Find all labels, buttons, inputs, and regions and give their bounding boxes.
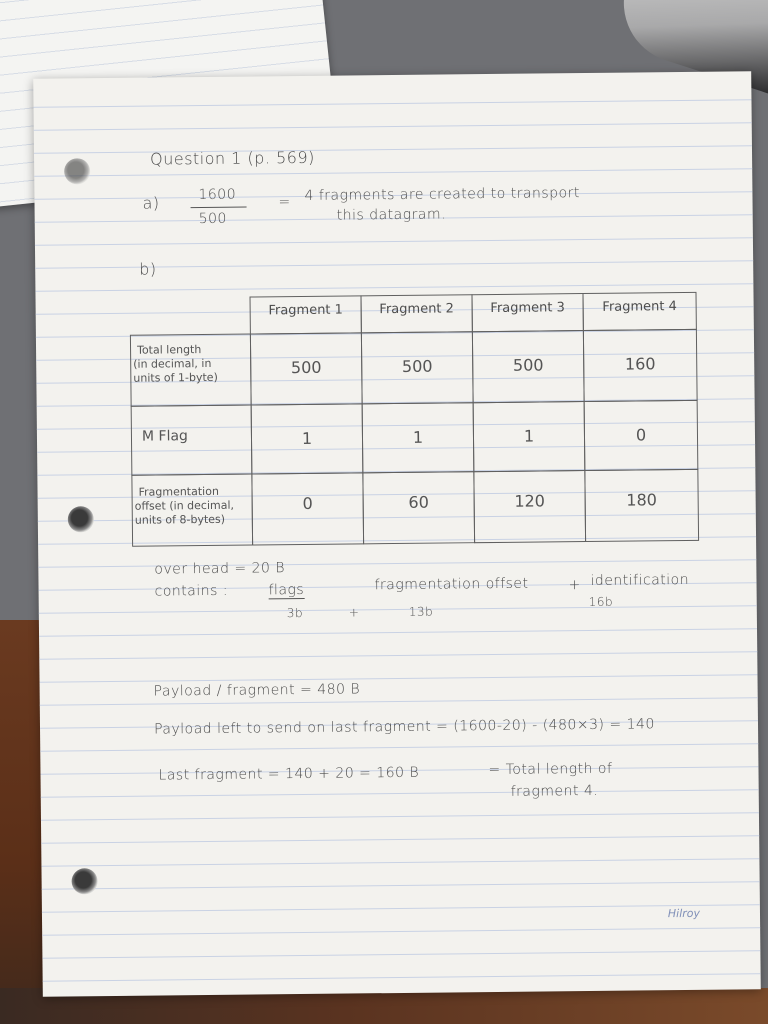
row-label-line: offset (in decimal, <box>134 498 235 513</box>
identification-bits: 16b <box>588 594 614 609</box>
row-label-line: Total length <box>136 343 202 357</box>
cell-value: 0 <box>302 493 313 513</box>
cell-value: 1 <box>301 428 313 448</box>
fraction-numerator: 1600 <box>198 186 237 204</box>
cell-value: 0 <box>635 425 647 445</box>
cell-value: 500 <box>401 356 433 376</box>
total-length-note-line2: fragment 4. <box>510 782 599 800</box>
plus-sign: + <box>348 605 360 620</box>
overhead-note: over head = 20 B <box>154 560 286 578</box>
table-cell <box>251 403 364 474</box>
row-label-line: (in decimal, in <box>133 356 212 371</box>
table-header-cell <box>360 294 472 333</box>
cell-value: 160 <box>624 354 656 374</box>
table-cell <box>473 470 586 543</box>
table-header: Fragment 3 <box>490 300 565 317</box>
table-header-cell <box>471 293 583 332</box>
table-header-cell <box>250 295 362 334</box>
table-cell <box>362 471 475 544</box>
question-title: Question 1 (p. 569) <box>149 147 315 169</box>
contains-label: contains : <box>154 582 229 600</box>
table-cell <box>251 472 364 545</box>
fraction-denominator: 500 <box>198 210 228 228</box>
cell-value: 1 <box>412 427 424 447</box>
table-cell <box>472 330 585 403</box>
cell-value: 120 <box>514 491 546 511</box>
part-a-result-line2: this datagram. <box>336 206 447 224</box>
table-cell <box>584 400 699 471</box>
equals-sign: = <box>278 194 291 211</box>
notebook-page <box>33 71 761 996</box>
fraction-bar <box>191 207 247 209</box>
fragmentation-offset-bits: 13b <box>408 604 434 619</box>
cell-value: 1 <box>523 426 535 446</box>
row-label-line: units of 8-bytes) <box>134 512 226 527</box>
part-a-label: a) <box>142 193 160 213</box>
payload-per-fragment: Payload / fragment = 480 B <box>153 681 361 700</box>
table-cell <box>361 331 474 404</box>
table-header: Fragment 2 <box>379 301 454 318</box>
part-b-label: b) <box>139 259 157 279</box>
table-header: Fragment 1 <box>268 302 343 319</box>
identification-word: identification <box>590 571 690 589</box>
last-fragment: Last fragment = 140 + 20 = 160 B <box>158 764 420 784</box>
table-header: Fragment 4 <box>602 299 677 315</box>
table-cell <box>583 329 698 402</box>
cell-value: 180 <box>626 490 658 510</box>
table-row-label-cell <box>130 334 252 407</box>
row-label-line: units of 1-byte) <box>133 370 218 385</box>
row-label-line: Fragmentation <box>138 484 219 499</box>
flags-word: flags <box>268 581 305 599</box>
cell-value: 500 <box>290 357 322 378</box>
table-cell <box>250 332 363 405</box>
binder-hole-top <box>68 506 94 532</box>
table-row-label-cell <box>131 474 253 547</box>
cell-value: 60 <box>408 492 429 512</box>
plus-sign: + <box>568 577 581 594</box>
fragmentation-offset-word: fragmentation offset <box>374 575 529 594</box>
table-cell <box>473 401 586 472</box>
cell-value: 500 <box>512 355 544 375</box>
row-label-line: M Flag <box>141 428 188 445</box>
hilroy-logo: Hilroy <box>667 906 701 921</box>
total-length-note-line1: = Total length of <box>488 760 613 779</box>
binder-hole-upper <box>64 158 90 184</box>
table-cell <box>584 469 699 542</box>
payload-left: Payload left to send on last fragment = (1600-20) - (480×3) = 140 <box>153 716 655 738</box>
table-row-label-cell <box>131 405 253 476</box>
flags-bits: 3b <box>286 605 304 621</box>
table-cell <box>362 402 475 473</box>
part-a-result-line1: 4 fragments are created to transport <box>304 185 580 204</box>
table-header-cell <box>582 292 696 331</box>
binder-hole-bottom <box>71 868 97 894</box>
